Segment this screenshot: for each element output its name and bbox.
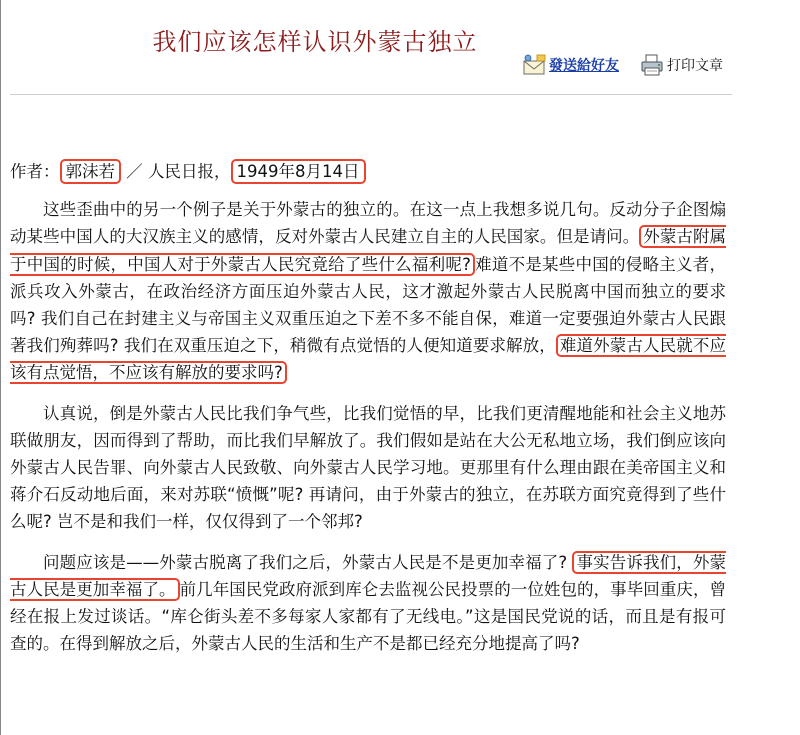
header-divider — [10, 94, 732, 95]
article-title: 我们应该怎样认识外蒙古独立 — [152, 28, 478, 56]
paragraph-text: 难道不是某些中国的侵略主义者，派兵攻入外蒙古，在政治经济方面压迫外蒙古人民，这才激起外蒙古人民脱离中国而独立的要求吗? 我们自己在封建主义与帝国主义双重压迫之下差不多不能自保，难道一定要强迫外蒙古人民跟著我们殉葬吗? 我们在双重压迫之下，稍微有点觉悟的人便知道要求解放， — [10, 254, 726, 356]
paragraph-text: 这些歪曲中的另一个例子是关于外蒙古的独立的。在这一点上我想多说几句。反动分子企图煽动某些中国人的大汉族主义的感情，反对外蒙古人民建立自主的人民国家。但是请问。 — [10, 200, 726, 247]
paragraph-text: 前几年国民党政府派到库仑去监视公民投票的一位姓包的，事毕回重庆，曾经在报上发过谈话。“库仑街头差不多每家人家都有了无线电。”这是国民党说的话，而且是有报可查的。在得到解放之后，外蒙古人民的生活和生产不是都已经充分地提高了吗? — [10, 579, 727, 654]
paragraph-text: 认真说，倒是外蒙古人民比我们争气些，比我们觉悟的早，比我们更清醒地能和社会主义地苏联做朋友，因而得到了帮助，而比我们早解放了。我们假如是站在大公无私地立场，我们倒应该向外蒙古人民告罪、向外蒙古人民致敬、向外蒙古人民学习地。更那里有什么理由跟在美帝国主义和蒋介石反动地后面，来对苏联“愤慨”呢? 再请问，由于外蒙古的独立，在苏联方面究竟得到了些什么呢? 岂不是和我们一样，仅仅得到了一个邻邦? — [10, 403, 726, 532]
article-paragraph — [10, 549, 726, 658]
author-name-highlight: 郭沫若 — [60, 159, 122, 184]
article-paragraph — [10, 196, 726, 386]
article-paragraph — [10, 400, 726, 536]
highlighted-quote: 难道外蒙古人民就不应该有点觉悟，不应该有解放的要求吗? — [10, 336, 726, 383]
printer-icon — [640, 54, 664, 76]
paragraph-text: 问题应该是——外蒙古脱离了我们之后，外蒙古人民是不是更加幸福了? — [43, 552, 573, 572]
envelope-icon — [522, 54, 546, 76]
send-to-friend-button[interactable] — [522, 54, 619, 76]
byline-separator: ／ — [126, 162, 143, 181]
publication-date-highlight: 1949年8月14日 — [231, 159, 366, 184]
author-label: 作者： — [10, 162, 60, 181]
print-article-button[interactable] — [640, 54, 723, 76]
byline — [10, 158, 726, 185]
highlighted-quote: 事实告诉我们，外蒙古人民是更加幸福了。 — [10, 552, 726, 599]
article-body — [10, 158, 726, 657]
print-article-label[interactable]: 打印文章 — [667, 58, 723, 74]
send-to-friend-link[interactable]: 發送給好友 — [549, 58, 619, 74]
left-border-line — [0, 0, 1, 735]
article-paragraphs — [10, 196, 726, 657]
highlighted-quote: 外蒙古附属于中国的时候，中国人对于外蒙古人民究竟给了些什么福利呢? — [10, 227, 727, 274]
publication-name: 人民日报， — [148, 162, 231, 181]
